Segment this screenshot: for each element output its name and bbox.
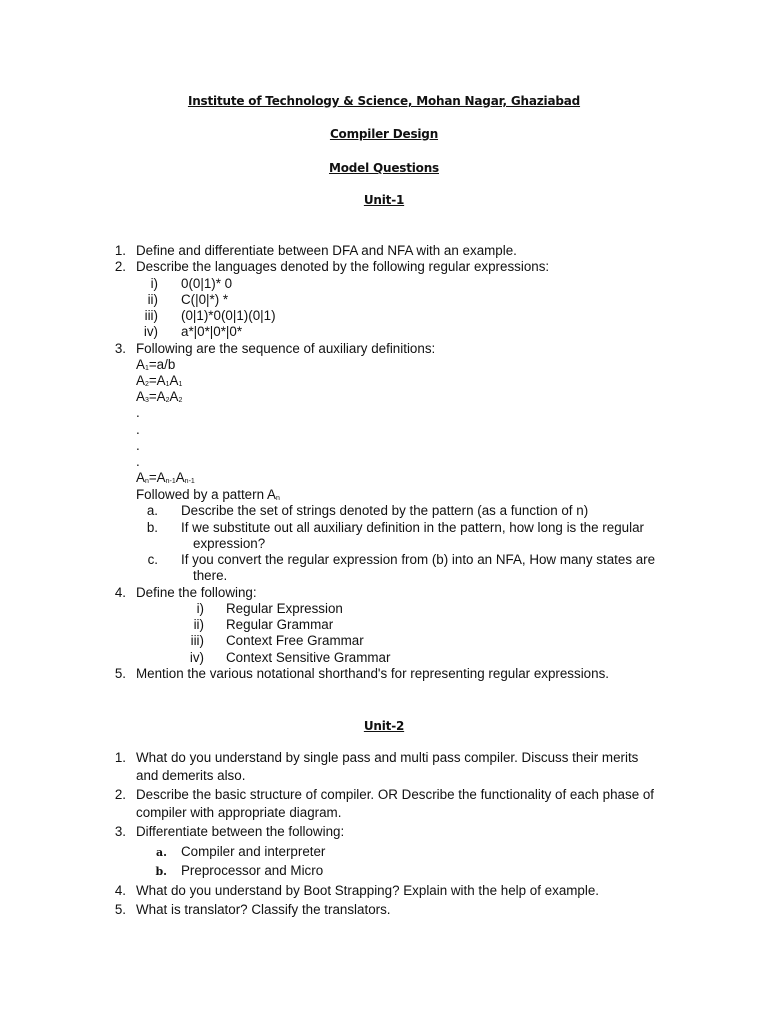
question-number: 2. — [114, 259, 126, 274]
question-text: Define and differentiate between DFA and NFA with an example. — [136, 243, 517, 258]
sub-item-number: a. — [146, 503, 158, 518]
sub-item-text: Context Sensitive Grammar — [226, 650, 391, 665]
institute-heading: Institute of Technology & Science, Mohan Nagar, Ghaziabad — [187, 94, 581, 108]
sub-item-text: Compiler and interpreter — [181, 844, 326, 859]
sub-item-number: ii) — [147, 292, 158, 307]
question-continuation: and demerits also. — [136, 768, 246, 783]
sub-item-text: Regular Grammar — [226, 617, 334, 632]
question-text: Differentiate between the following: — [136, 824, 345, 839]
aux-definition-1: $A_1=a/b$ — [136, 357, 176, 372]
continuation-dot: . — [136, 454, 140, 469]
sub-item-text: Preprocessor and Micro — [181, 863, 324, 878]
question-text: Mention the various notational shorthand's for representing regular expressions. — [136, 666, 609, 681]
doc-type-heading: Model Questions — [328, 161, 439, 175]
question-text: Following are the sequence of auxiliary definitions: — [136, 341, 436, 356]
sub-item-text: If you convert the regular expression from (b) into an NFA, How many states are — [181, 552, 656, 567]
sub-item-number: iv) — [143, 324, 158, 339]
sub-item-number: a. — [156, 846, 167, 859]
unit1-heading: Unit-1 — [363, 193, 405, 207]
question-continuation: compiler with appropriate diagram. — [136, 805, 342, 820]
continuation-dot: . — [136, 422, 140, 437]
question-number: 2. — [114, 787, 126, 802]
sub-item-text: C(|0|*) * — [181, 292, 229, 307]
aux-definition-2: $A_2=A_1A_1$ — [136, 373, 183, 388]
sub-item-number: b. — [155, 865, 167, 878]
sub-item-text: If we substitute out all auxiliary definition in the pattern, how long is the regular — [181, 520, 644, 535]
sub-item-text: 0(0|1)* 0 — [181, 276, 233, 291]
sub-item-number: b. — [146, 520, 158, 535]
sub-item-continuation: there. — [193, 568, 228, 583]
sub-item-text: (0|1)*0(0|1)(0|1) — [181, 308, 276, 323]
question-number: 3. — [114, 824, 126, 839]
question-text: Define the following: — [136, 585, 257, 600]
question-number: 1. — [114, 243, 126, 258]
aux-definition-3: $A_3=A_2A_2$ — [136, 389, 183, 404]
sub-item-number: i) — [196, 601, 204, 616]
sub-item-number: i) — [150, 276, 158, 291]
sub-item-text: Regular Expression — [226, 601, 343, 616]
sub-item-text: Context Free Grammar — [226, 633, 364, 648]
question-text: Describe the languages denoted by the following regular expressions: — [136, 259, 550, 274]
question-number: 4. — [114, 585, 126, 600]
aux-definition-n: $A_n=A_{n-1}A_{n-1}$ — [136, 470, 195, 485]
question-number: 3. — [114, 341, 126, 356]
sub-item-number: c. — [147, 552, 158, 567]
continuation-dot: . — [136, 438, 140, 453]
question-number: 5. — [114, 666, 126, 681]
question-text: What do you understand by Boot Strapping? Explain with the help of example. — [136, 883, 600, 898]
question-text: What do you understand by single pass and multi pass compiler. Discuss their merits — [136, 750, 639, 765]
question-number: 1. — [114, 750, 126, 765]
sub-item-number: ii) — [193, 617, 204, 632]
sub-item-number: iv) — [189, 650, 204, 665]
unit2-heading: Unit-2 — [363, 719, 405, 733]
sub-item-text: Describe the set of strings denoted by the pattern (as a function of n) — [181, 503, 589, 518]
sub-item-continuation: expression? — [193, 536, 266, 551]
question-text: What is translator? Classify the translators. — [136, 902, 391, 917]
continuation-dot: . — [136, 405, 140, 420]
question-number: 5. — [114, 902, 126, 917]
sub-item-text: a*|0*|0*|0* — [181, 324, 243, 339]
pattern-line: Followed by a pattern $A_n$ — [136, 487, 280, 502]
sub-item-number: iii) — [144, 308, 158, 323]
subject-heading: Compiler Design — [329, 127, 439, 141]
question-number: 4. — [114, 883, 126, 898]
sub-item-number: iii) — [190, 633, 204, 648]
question-text: Describe the basic structure of compiler. OR Describe the functionality of each phase of — [136, 787, 655, 802]
